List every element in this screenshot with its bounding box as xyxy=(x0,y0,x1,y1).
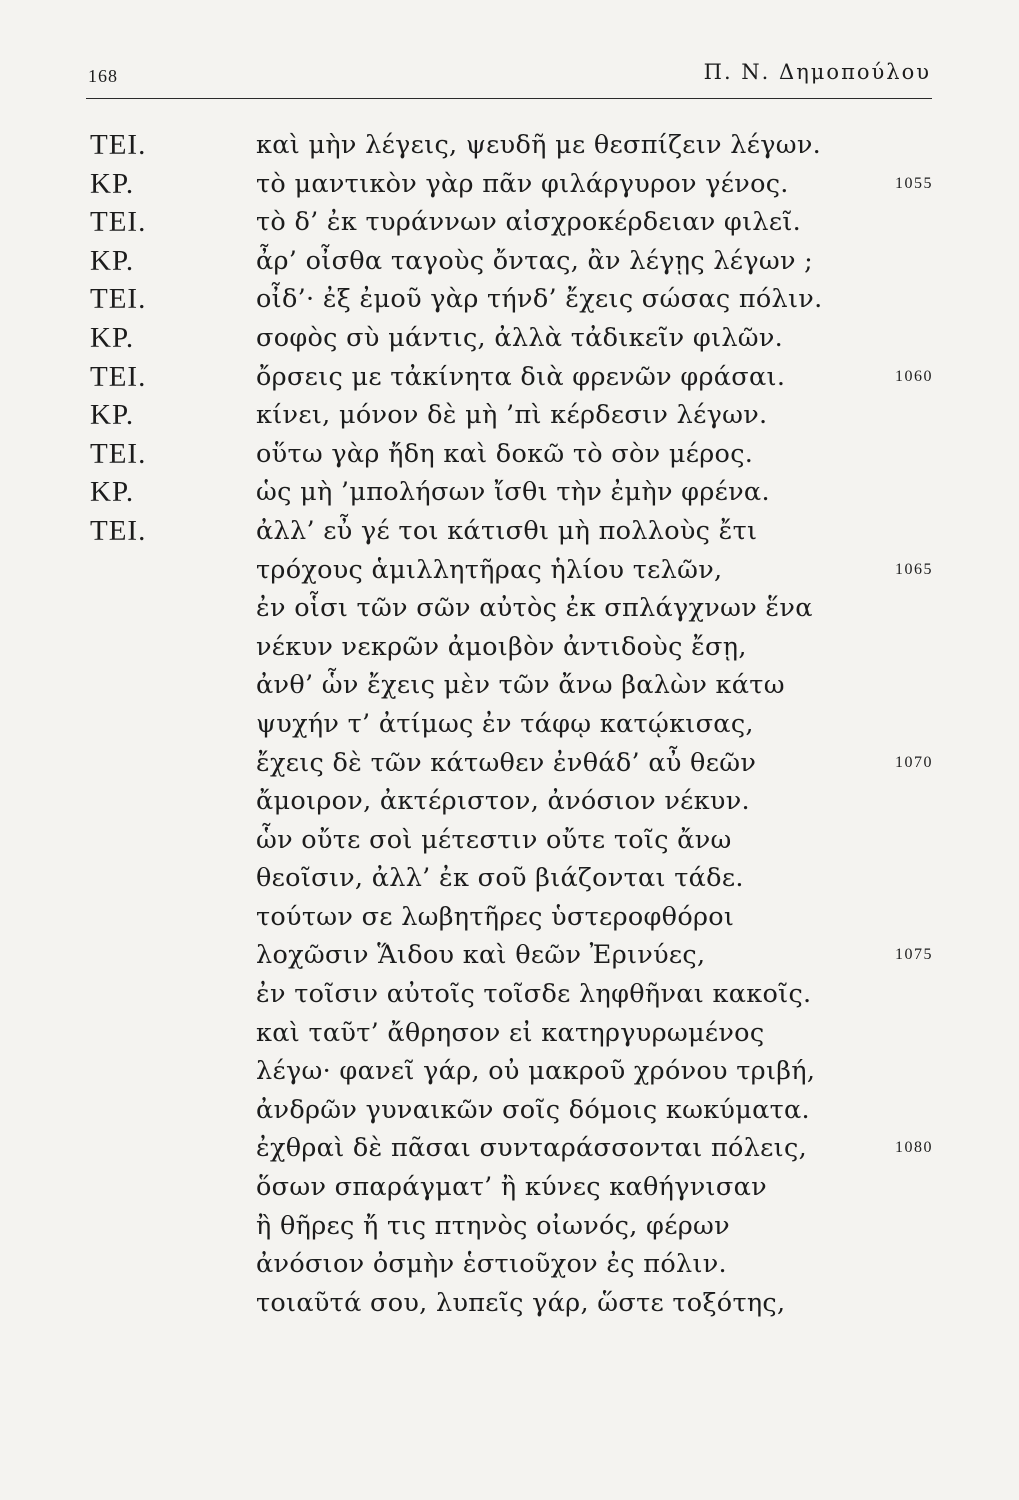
line-number: 1075 xyxy=(895,946,933,964)
verse-text: ἐν τοῖσιν αὐτοῖς τοῖσδε ληφθῆναι κακοῖς. xyxy=(256,979,812,1010)
verse-text: ἀλλ’ εὖ γέ τοι κάτισθι μὴ πολλοὺς ἔτι xyxy=(256,515,758,546)
verse-line xyxy=(0,319,1019,358)
verse-text: ὄρσεις με τἀκίνητα διὰ φρενῶν φράσαι. xyxy=(256,361,786,392)
verse-text: σοφὸς σὺ μάντις, ἀλλὰ τἀδικεῖν φιλῶν. xyxy=(256,322,784,353)
line-number: 1065 xyxy=(895,560,933,578)
speaker-label: ΚΡ. xyxy=(90,244,135,277)
speaker-label: ΤΕΙ. xyxy=(90,206,147,239)
verse-text: νέκυν νεκρῶν ἀμοιβὸν ἀντιδοὺς ἔσῃ, xyxy=(256,631,747,662)
verse-line xyxy=(0,126,1019,165)
verse-line xyxy=(0,358,1019,397)
speaker-label: ΚΡ. xyxy=(90,321,135,354)
verse-line xyxy=(0,1052,1019,1091)
verse-line xyxy=(0,744,1019,783)
verse-line xyxy=(0,280,1019,319)
verse-line xyxy=(0,165,1019,204)
speaker-label: ΚΡ. xyxy=(90,476,135,509)
verse-line xyxy=(0,936,1019,975)
verse-line xyxy=(0,859,1019,898)
verse-line xyxy=(0,1091,1019,1130)
verse-text: καὶ μὴν λέγεις, ψευδῆ με θεσπίζειν λέγων. xyxy=(256,130,822,160)
line-number: 1055 xyxy=(895,174,933,192)
speaker-label: ΤΕΙ. xyxy=(90,129,147,161)
header-rule xyxy=(86,98,932,99)
verse-line xyxy=(0,666,1019,705)
verse-text: ἀνθ’ ὧν ἔχεις μὲν τῶν ἄνω βαλὼν κάτω xyxy=(256,670,785,701)
verse-line xyxy=(0,705,1019,744)
verse-text: τοιαῦτά σου, λυπεῖς γάρ, ὥστε τοξότης, xyxy=(256,1287,786,1318)
verse-text-block xyxy=(0,126,1019,1322)
verse-text: οὕτω γὰρ ἤδη καὶ δοκῶ τὸ σὸν μέρος. xyxy=(256,438,754,469)
verse-text: τὸ μαντικὸν γὰρ πᾶν φιλάργυρον γένος. xyxy=(256,168,789,199)
speaker-label: ΚΡ. xyxy=(90,167,135,200)
verse-text: τούτων σε λωβητῆρες ὑστεροφθόροι xyxy=(256,901,735,932)
verse-line xyxy=(0,435,1019,474)
verse-text: οἶδ’· ἐξ ἐμοῦ γὰρ τήνδ’ ἔχεις σώσας πόλιν. xyxy=(256,284,823,315)
verse-text: ἔχεις δὲ τῶν κάτωθεν ἐνθάδ’ αὖ θεῶν xyxy=(256,747,757,778)
verse-text: ἄμοιρον, ἀκτέριστον, ἀνόσιον νέκυν. xyxy=(256,786,750,817)
verse-text: λοχῶσιν Ἅιδου καὶ θεῶν Ἐρινύες, xyxy=(256,940,706,971)
verse-text: κίνει, μόνον δὲ μὴ ’πὶ κέρδεσιν λέγων. xyxy=(256,400,768,431)
verse-line xyxy=(0,1207,1019,1246)
verse-text: ἀνδρῶν γυναικῶν σοῖς δόμοις κωκύματα. xyxy=(256,1094,810,1125)
verse-text: λέγω· φανεῖ γάρ, οὐ μακροῦ χρόνου τριβή, xyxy=(256,1056,816,1087)
verse-line xyxy=(0,242,1019,281)
verse-line xyxy=(0,551,1019,590)
verse-text: ἐν οἷσι τῶν σῶν αὐτὸς ἐκ σπλάγχνων ἕνα xyxy=(256,593,813,624)
speaker-label: ΤΕΙ. xyxy=(90,360,147,393)
verse-text: ὧν οὔτε σοὶ μέτεστιν οὔτε τοῖς ἄνω xyxy=(256,824,732,855)
verse-text: ὡς μὴ ’μπολήσων ἴσθι τὴν ἐμὴν φρένα. xyxy=(256,477,770,508)
verse-text: ἀνόσιον ὀσμὴν ἑστιοῦχον ἐς πόλιν. xyxy=(256,1249,727,1280)
verse-text: ψυχήν τ’ ἀτίμως ἐν τάφῳ κατῴκισας, xyxy=(256,708,754,739)
line-number: 1080 xyxy=(895,1139,933,1157)
verse-line xyxy=(0,1129,1019,1168)
verse-text: ἐχθραὶ δὲ πᾶσαι συνταράσσονται πόλεις, xyxy=(256,1133,807,1164)
verse-text: ἆρ’ οἶσθα ταγοὺς ὄντας, ἂν λέγῃς λέγων ; xyxy=(256,245,814,276)
verse-text: τὸ δ’ ἐκ τυράννων αἰσχροκέρδειαν φιλεῖ. xyxy=(256,207,802,238)
verse-text: ὅσων σπαράγματ’ ἢ κύνες καθήγνισαν xyxy=(256,1172,767,1203)
speaker-label: ΤΕΙ. xyxy=(90,283,147,316)
speaker-label: ΤΕΙ. xyxy=(90,437,147,470)
verse-text: τρόχους ἁμιλλητῆρας ἡλίου τελῶν, xyxy=(256,554,723,585)
line-number: 1070 xyxy=(895,753,933,771)
verse-line xyxy=(0,975,1019,1014)
verse-line xyxy=(0,782,1019,821)
page-number: 168 xyxy=(88,66,118,86)
verse-line xyxy=(0,203,1019,242)
running-head: Π. Ν. Δημοπούλου xyxy=(703,60,931,84)
verse-line xyxy=(0,1245,1019,1284)
verse-line xyxy=(0,589,1019,628)
verse-text: καὶ ταῦτ’ ἄθρησον εἰ κατηργυρωμένος xyxy=(256,1017,765,1048)
verse-text: θεοῖσιν, ἀλλ’ ἐκ σοῦ βιάζονται τάδε. xyxy=(256,863,744,894)
verse-line xyxy=(0,628,1019,667)
verse-line xyxy=(0,898,1019,937)
line-number: 1060 xyxy=(895,367,933,385)
verse-line xyxy=(0,1168,1019,1207)
verse-line xyxy=(0,512,1019,551)
verse-line xyxy=(0,473,1019,512)
verse-text: ἢ θῆρες ἤ τις πτηνὸς οἰωνός, φέρων xyxy=(256,1210,730,1241)
verse-line xyxy=(0,396,1019,435)
verse-line xyxy=(0,821,1019,860)
speaker-label: ΤΕΙ. xyxy=(90,514,147,547)
verse-line xyxy=(0,1284,1019,1323)
speaker-label: ΚΡ. xyxy=(90,399,135,432)
verse-line xyxy=(0,1014,1019,1053)
